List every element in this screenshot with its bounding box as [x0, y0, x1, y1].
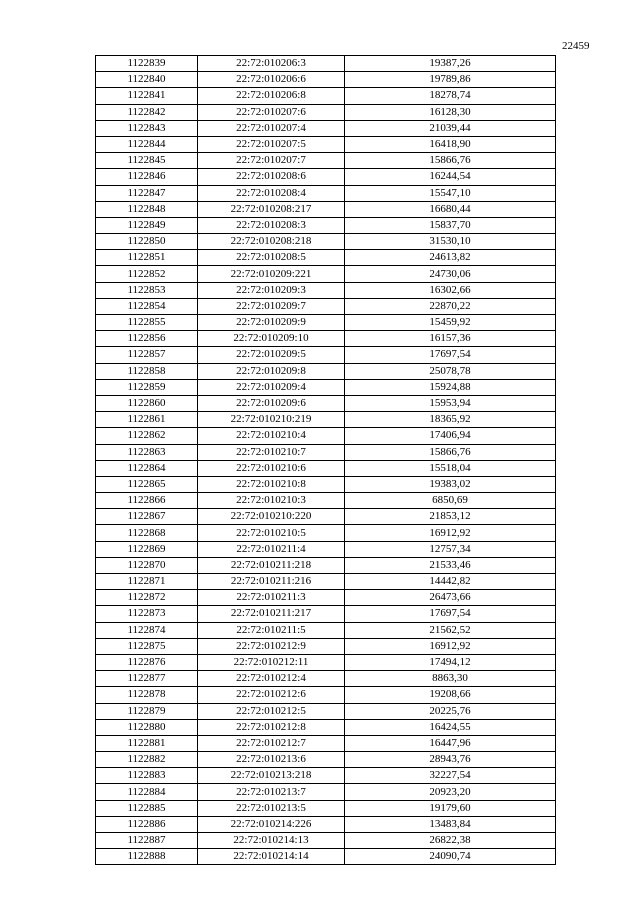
table-row: [96, 185, 556, 201]
value-cell: 15866,76: [345, 153, 556, 169]
cadastral-number-cell: 22:72:010209:5: [198, 347, 345, 363]
row-id-cell: 1122853: [96, 282, 198, 298]
row-id-cell: 1122844: [96, 136, 198, 152]
row-id-cell: 1122866: [96, 493, 198, 509]
row-id-cell: 1122871: [96, 574, 198, 590]
cadastral-number-cell: 22:72:010208:3: [198, 217, 345, 233]
table-row: [96, 849, 556, 865]
row-id-cell: 1122870: [96, 557, 198, 573]
row-id-cell: 1122873: [96, 606, 198, 622]
cadastral-number-cell: 22:72:010209:6: [198, 395, 345, 411]
table-row: [96, 412, 556, 428]
table-row: [96, 298, 556, 314]
row-id-cell: 1122846: [96, 169, 198, 185]
cadastral-number-cell: 22:72:010208:5: [198, 250, 345, 266]
table-row: [96, 234, 556, 250]
cadastral-number-cell: 22:72:010213:5: [198, 800, 345, 816]
cadastral-number-cell: 22:72:010207:6: [198, 104, 345, 120]
cadastral-number-cell: 22:72:010208:4: [198, 185, 345, 201]
row-id-cell: 1122845: [96, 153, 198, 169]
cadastral-number-cell: 22:72:010209:221: [198, 266, 345, 282]
table-row: [96, 282, 556, 298]
value-cell: 31530,10: [345, 234, 556, 250]
value-cell: 21562,52: [345, 622, 556, 638]
cadastral-number-cell: 22:72:010213:7: [198, 784, 345, 800]
cadastral-number-cell: 22:72:010212:8: [198, 719, 345, 735]
table-row: [96, 395, 556, 411]
row-id-cell: 1122839: [96, 56, 198, 72]
row-id-cell: 1122860: [96, 395, 198, 411]
row-id-cell: 1122862: [96, 428, 198, 444]
row-id-cell: 1122885: [96, 800, 198, 816]
cadastral-number-cell: 22:72:010206:3: [198, 56, 345, 72]
value-cell: 6850,69: [345, 493, 556, 509]
table-row: [96, 638, 556, 654]
row-id-cell: 1122850: [96, 234, 198, 250]
cadastral-number-cell: 22:72:010209:9: [198, 315, 345, 331]
value-cell: 17697,54: [345, 606, 556, 622]
cadastral-number-cell: 22:72:010206:6: [198, 72, 345, 88]
value-cell: 19387,26: [345, 56, 556, 72]
value-cell: 24730,06: [345, 266, 556, 282]
table-row: [96, 606, 556, 622]
cadastral-number-cell: 22:72:010210:4: [198, 428, 345, 444]
row-id-cell: 1122882: [96, 752, 198, 768]
cadastral-number-cell: 22:72:010207:4: [198, 120, 345, 136]
data-table: [95, 55, 556, 865]
value-cell: 12757,34: [345, 541, 556, 557]
table-row: [96, 444, 556, 460]
cadastral-number-cell: 22:72:010209:7: [198, 298, 345, 314]
value-cell: 15866,76: [345, 444, 556, 460]
value-cell: 20225,76: [345, 703, 556, 719]
row-id-cell: 1122875: [96, 638, 198, 654]
row-id-cell: 1122852: [96, 266, 198, 282]
value-cell: 16680,44: [345, 201, 556, 217]
row-id-cell: 1122865: [96, 476, 198, 492]
cadastral-number-cell: 22:72:010212:9: [198, 638, 345, 654]
row-id-cell: 1122877: [96, 671, 198, 687]
row-id-cell: 1122878: [96, 687, 198, 703]
cadastral-number-cell: 22:72:010207:5: [198, 136, 345, 152]
cadastral-number-cell: 22:72:010210:5: [198, 525, 345, 541]
value-cell: 14442,82: [345, 574, 556, 590]
value-cell: 16128,30: [345, 104, 556, 120]
table-row: [96, 476, 556, 492]
value-cell: 15518,04: [345, 460, 556, 476]
row-id-cell: 1122887: [96, 833, 198, 849]
cadastral-number-cell: 22:72:010208:217: [198, 201, 345, 217]
row-id-cell: 1122857: [96, 347, 198, 363]
value-cell: 15459,92: [345, 315, 556, 331]
cadastral-number-cell: 22:72:010210:7: [198, 444, 345, 460]
row-id-cell: 1122868: [96, 525, 198, 541]
cadastral-number-cell: 22:72:010210:3: [198, 493, 345, 509]
table-row: [96, 525, 556, 541]
value-cell: 16418,90: [345, 136, 556, 152]
value-cell: 16244,54: [345, 169, 556, 185]
table-row: [96, 88, 556, 104]
row-id-cell: 1122842: [96, 104, 198, 120]
table-row: [96, 266, 556, 282]
cadastral-number-cell: 22:72:010212:4: [198, 671, 345, 687]
value-cell: 21853,12: [345, 509, 556, 525]
value-cell: 18278,74: [345, 88, 556, 104]
table-row: [96, 719, 556, 735]
row-id-cell: 1122888: [96, 849, 198, 865]
value-cell: 19383,02: [345, 476, 556, 492]
table-row: [96, 816, 556, 832]
row-id-cell: 1122879: [96, 703, 198, 719]
row-id-cell: 1122856: [96, 331, 198, 347]
value-cell: 17494,12: [345, 654, 556, 670]
value-cell: 16157,36: [345, 331, 556, 347]
table-row: [96, 379, 556, 395]
table-row: [96, 104, 556, 120]
value-cell: 15924,88: [345, 379, 556, 395]
value-cell: 17406,94: [345, 428, 556, 444]
row-id-cell: 1122855: [96, 315, 198, 331]
table-row: [96, 136, 556, 152]
table-row: [96, 509, 556, 525]
row-id-cell: 1122849: [96, 217, 198, 233]
value-cell: 19179,60: [345, 800, 556, 816]
value-cell: 22870,22: [345, 298, 556, 314]
cadastral-number-cell: 22:72:010208:218: [198, 234, 345, 250]
row-id-cell: 1122872: [96, 590, 198, 606]
row-id-cell: 1122874: [96, 622, 198, 638]
row-id-cell: 1122859: [96, 379, 198, 395]
table-body: [96, 56, 556, 865]
value-cell: 16424,55: [345, 719, 556, 735]
table-row: [96, 833, 556, 849]
cadastral-number-cell: 22:72:010210:8: [198, 476, 345, 492]
row-id-cell: 1122881: [96, 735, 198, 751]
value-cell: 16912,92: [345, 525, 556, 541]
value-cell: 26822,38: [345, 833, 556, 849]
cadastral-number-cell: 22:72:010210:220: [198, 509, 345, 525]
value-cell: 15837,70: [345, 217, 556, 233]
table-row: [96, 590, 556, 606]
row-id-cell: 1122851: [96, 250, 198, 266]
table-row: [96, 120, 556, 136]
row-id-cell: 1122869: [96, 541, 198, 557]
value-cell: 16447,96: [345, 735, 556, 751]
cadastral-number-cell: 22:72:010207:7: [198, 153, 345, 169]
cadastral-number-cell: 22:72:010212:5: [198, 703, 345, 719]
cadastral-number-cell: 22:72:010211:218: [198, 557, 345, 573]
row-id-cell: 1122886: [96, 816, 198, 832]
row-id-cell: 1122840: [96, 72, 198, 88]
table-row: [96, 784, 556, 800]
table-row: [96, 363, 556, 379]
cadastral-number-cell: 22:72:010209:3: [198, 282, 345, 298]
table-row: [96, 217, 556, 233]
cadastral-number-cell: 22:72:010209:4: [198, 379, 345, 395]
cadastral-number-cell: 22:72:010206:8: [198, 88, 345, 104]
value-cell: 15547,10: [345, 185, 556, 201]
cadastral-number-cell: 22:72:010214:13: [198, 833, 345, 849]
value-cell: 24613,82: [345, 250, 556, 266]
table-row: [96, 493, 556, 509]
cadastral-number-cell: 22:72:010214:14: [198, 849, 345, 865]
cadastral-number-cell: 22:72:010211:4: [198, 541, 345, 557]
table-row: [96, 687, 556, 703]
value-cell: 24090,74: [345, 849, 556, 865]
value-cell: 26473,66: [345, 590, 556, 606]
table-row: [96, 72, 556, 88]
row-id-cell: 1122884: [96, 784, 198, 800]
table-row: [96, 752, 556, 768]
table-row: [96, 735, 556, 751]
cadastral-number-cell: 22:72:010211:5: [198, 622, 345, 638]
value-cell: 8863,30: [345, 671, 556, 687]
value-cell: 15953,94: [345, 395, 556, 411]
table-row: [96, 800, 556, 816]
cadastral-number-cell: 22:72:010209:8: [198, 363, 345, 379]
value-cell: 17697,54: [345, 347, 556, 363]
table-row: [96, 153, 556, 169]
table-row: [96, 671, 556, 687]
cadastral-number-cell: 22:72:010208:6: [198, 169, 345, 185]
row-id-cell: 1122864: [96, 460, 198, 476]
row-id-cell: 1122843: [96, 120, 198, 136]
value-cell: 19789,86: [345, 72, 556, 88]
value-cell: 16302,66: [345, 282, 556, 298]
cadastral-number-cell: 22:72:010212:11: [198, 654, 345, 670]
row-id-cell: 1122876: [96, 654, 198, 670]
value-cell: 18365,92: [345, 412, 556, 428]
row-id-cell: 1122858: [96, 363, 198, 379]
cadastral-number-cell: 22:72:010214:226: [198, 816, 345, 832]
cadastral-number-cell: 22:72:010212:6: [198, 687, 345, 703]
row-id-cell: 1122848: [96, 201, 198, 217]
cadastral-number-cell: 22:72:010211:3: [198, 590, 345, 606]
table-row: [96, 56, 556, 72]
page-number: 22459: [562, 40, 590, 52]
value-cell: 21533,46: [345, 557, 556, 573]
table-row: [96, 768, 556, 784]
table-row: [96, 541, 556, 557]
value-cell: 32227,54: [345, 768, 556, 784]
row-id-cell: 1122863: [96, 444, 198, 460]
table-row: [96, 703, 556, 719]
row-id-cell: 1122861: [96, 412, 198, 428]
row-id-cell: 1122841: [96, 88, 198, 104]
cadastral-number-cell: 22:72:010211:216: [198, 574, 345, 590]
cadastral-number-cell: 22:72:010212:7: [198, 735, 345, 751]
table-row: [96, 201, 556, 217]
table-row: [96, 250, 556, 266]
row-id-cell: 1122883: [96, 768, 198, 784]
table-row: [96, 315, 556, 331]
table-row: [96, 574, 556, 590]
table-row: [96, 460, 556, 476]
value-cell: 19208,66: [345, 687, 556, 703]
table-row: [96, 169, 556, 185]
table-row: [96, 331, 556, 347]
row-id-cell: 1122854: [96, 298, 198, 314]
value-cell: 16912,92: [345, 638, 556, 654]
cadastral-number-cell: 22:72:010210:6: [198, 460, 345, 476]
cadastral-number-cell: 22:72:010213:6: [198, 752, 345, 768]
table-row: [96, 347, 556, 363]
table-row: [96, 428, 556, 444]
value-cell: 21039,44: [345, 120, 556, 136]
table-row: [96, 622, 556, 638]
value-cell: 20923,20: [345, 784, 556, 800]
value-cell: 13483,84: [345, 816, 556, 832]
table-row: [96, 654, 556, 670]
cadastral-number-cell: 22:72:010211:217: [198, 606, 345, 622]
cadastral-number-cell: 22:72:010210:219: [198, 412, 345, 428]
row-id-cell: 1122880: [96, 719, 198, 735]
value-cell: 25078,78: [345, 363, 556, 379]
table-row: [96, 557, 556, 573]
cadastral-number-cell: 22:72:010213:218: [198, 768, 345, 784]
row-id-cell: 1122867: [96, 509, 198, 525]
cadastral-number-cell: 22:72:010209:10: [198, 331, 345, 347]
value-cell: 28943,76: [345, 752, 556, 768]
row-id-cell: 1122847: [96, 185, 198, 201]
